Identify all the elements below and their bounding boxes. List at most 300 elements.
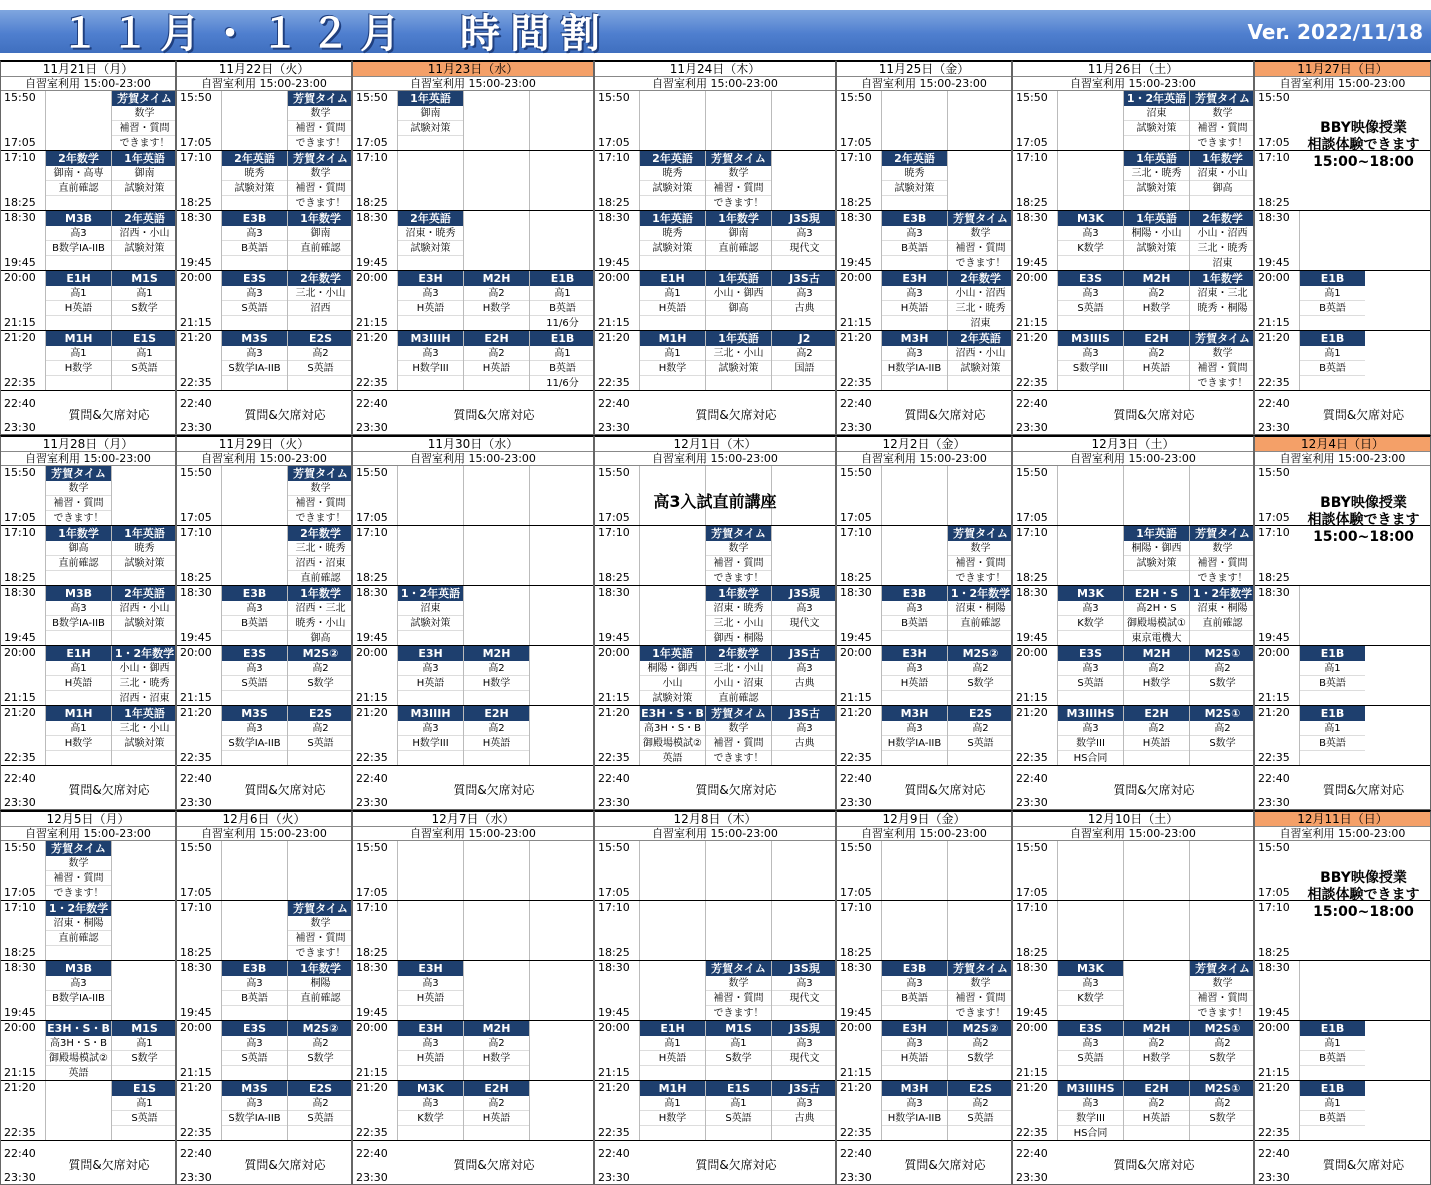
slot-start-time: 17:10: [180, 526, 212, 539]
class-cell[interactable]: [221, 706, 287, 765]
class-cell[interactable]: [287, 211, 352, 270]
slot-end-time: 17:05: [180, 136, 212, 149]
class-detail: B英語: [882, 616, 947, 631]
class-cell[interactable]: [221, 151, 287, 210]
class-cell[interactable]: [1123, 271, 1189, 330]
class-cell[interactable]: [397, 331, 463, 390]
day-date: 11月25日（金）: [837, 62, 1011, 77]
class-cell[interactable]: [947, 1081, 1012, 1140]
time-slot: [1013, 331, 1253, 391]
class-cell[interactable]: [111, 211, 176, 270]
class-cell[interactable]: [1123, 1021, 1189, 1080]
class-cell: [221, 466, 287, 525]
class-cell[interactable]: [881, 586, 947, 645]
class-detail: 高2: [1124, 721, 1189, 736]
class-cell[interactable]: [881, 961, 947, 1020]
slot-end-time: 18:25: [4, 196, 36, 209]
class-cell[interactable]: [463, 331, 529, 390]
class-cell[interactable]: [1299, 1021, 1365, 1080]
class-cell[interactable]: [1189, 586, 1254, 645]
class-cell[interactable]: [221, 211, 287, 270]
slot-end-time: 22:35: [356, 751, 388, 764]
class-cell[interactable]: [881, 1081, 947, 1140]
time-slot: [353, 1021, 593, 1081]
qa-slot: [837, 767, 1011, 810]
class-cell[interactable]: [947, 331, 1012, 390]
class-cell[interactable]: [221, 271, 287, 330]
class-cell[interactable]: [1057, 586, 1123, 645]
slot-start-time: 15:50: [598, 841, 630, 854]
class-cell[interactable]: [1123, 526, 1189, 585]
class-name: 1年数学: [1190, 151, 1254, 166]
qa-label: 質問&欠席対応: [1322, 1158, 1405, 1172]
class-cell[interactable]: [287, 901, 352, 960]
slot-end-time: 21:15: [356, 1066, 388, 1079]
class-cell[interactable]: [771, 706, 836, 765]
class-cell[interactable]: [771, 961, 836, 1020]
class-cell[interactable]: [771, 211, 836, 270]
class-cell[interactable]: [111, 331, 176, 390]
class-cell[interactable]: [1123, 211, 1189, 270]
class-cell[interactable]: [397, 1021, 463, 1080]
class-cell[interactable]: [1123, 1081, 1189, 1140]
time-slot: [177, 586, 351, 646]
slot-end-time: 19:45: [1258, 1006, 1290, 1019]
class-cell[interactable]: [1299, 646, 1365, 705]
notice-line: 相談体験できます: [1307, 887, 1420, 903]
class-detail: 試験対策: [640, 691, 705, 705]
class-cell[interactable]: [947, 961, 1012, 1020]
class-cell[interactable]: [529, 271, 594, 330]
class-detail: B英語: [222, 991, 287, 1006]
class-cell[interactable]: [1057, 706, 1123, 765]
class-detail: S英語: [112, 1111, 176, 1126]
class-cell[interactable]: [705, 706, 771, 765]
qa-start-time: 22:40: [840, 772, 872, 785]
class-detail: S英語: [1058, 1051, 1123, 1066]
class-cell[interactable]: [1299, 331, 1365, 390]
time-slot: [1255, 1081, 1430, 1141]
class-cell[interactable]: [705, 271, 771, 330]
class-cell[interactable]: [947, 271, 1012, 330]
self-study-label: 自習室利用 15:00-23:00: [1, 77, 175, 91]
class-name: M3B: [46, 961, 111, 976]
class-cell: [947, 901, 1012, 960]
slot-start-time: 15:50: [356, 841, 388, 854]
qa-start-time: 22:40: [598, 772, 630, 785]
class-cell[interactable]: [1189, 526, 1254, 585]
class-cell[interactable]: [221, 1021, 287, 1080]
slot-end-time: 17:05: [4, 136, 36, 149]
slot-end-time: 21:15: [180, 691, 212, 704]
class-cell[interactable]: [881, 706, 947, 765]
class-cell[interactable]: [463, 706, 529, 765]
class-cell[interactable]: [947, 706, 1012, 765]
class-cell[interactable]: [1299, 271, 1365, 330]
class-cell[interactable]: [45, 331, 111, 390]
class-cell[interactable]: [397, 1081, 463, 1140]
class-cell[interactable]: [45, 466, 111, 525]
class-detail: 高3: [882, 286, 947, 301]
class-cell[interactable]: [771, 646, 836, 705]
class-cell[interactable]: [1057, 331, 1123, 390]
class-cell[interactable]: [221, 646, 287, 705]
class-detail: S英語: [706, 1111, 771, 1126]
class-cell[interactable]: [881, 211, 947, 270]
class-cell: [397, 841, 463, 900]
class-cell[interactable]: [45, 586, 111, 645]
class-cell[interactable]: [45, 526, 111, 585]
class-cell[interactable]: [1189, 91, 1254, 150]
class-detail: S英語: [288, 361, 352, 376]
class-cell[interactable]: [881, 271, 947, 330]
class-cell[interactable]: [111, 151, 176, 210]
slot-start-time: 15:50: [356, 466, 388, 479]
class-cell[interactable]: [287, 961, 352, 1020]
class-name: E3H: [398, 1021, 463, 1036]
qa-end-time: 23:30: [4, 1171, 36, 1184]
self-study-label: 自習室利用 15:00-23:00: [595, 77, 835, 91]
class-cell[interactable]: [1123, 331, 1189, 390]
class-cell[interactable]: [397, 961, 463, 1020]
class-cell: [881, 901, 947, 960]
class-detail: 高2: [288, 721, 352, 736]
class-detail: 直前確認: [288, 991, 352, 1006]
class-cell[interactable]: [397, 91, 463, 150]
slot-end-time: 17:05: [180, 886, 212, 899]
class-detail: S数学: [288, 676, 352, 691]
slot-end-time: 19:45: [4, 1006, 36, 1019]
class-cell[interactable]: [45, 1021, 111, 1080]
class-cell[interactable]: [221, 961, 287, 1020]
slot-end-time: 18:25: [180, 196, 212, 209]
class-detail: 高1: [1300, 1036, 1365, 1051]
class-cell[interactable]: [287, 331, 352, 390]
time-slot: [1255, 331, 1430, 391]
class-cell[interactable]: [881, 1021, 947, 1080]
page-title: １１月・１２月 時間割: [60, 11, 610, 57]
class-detail: K数学: [398, 1111, 463, 1126]
class-cell[interactable]: [947, 1021, 1012, 1080]
class-cell[interactable]: [881, 331, 947, 390]
class-detail: 沼西・沼東: [112, 691, 176, 705]
class-cell[interactable]: [287, 706, 352, 765]
class-cell[interactable]: [111, 1081, 176, 1140]
class-cell[interactable]: [947, 211, 1012, 270]
class-cell[interactable]: [1189, 706, 1254, 765]
class-detail: 高2: [288, 1096, 352, 1111]
time-slot: [177, 466, 351, 526]
class-cell[interactable]: [111, 271, 176, 330]
class-cell: [771, 526, 836, 585]
class-cell[interactable]: [111, 706, 176, 765]
class-cell[interactable]: [705, 331, 771, 390]
class-cell[interactable]: [705, 1081, 771, 1140]
class-cell[interactable]: [639, 706, 705, 765]
class-cell[interactable]: [1189, 211, 1254, 270]
class-cell[interactable]: [45, 841, 111, 900]
class-detail: 桐陽: [288, 976, 352, 991]
class-cell[interactable]: [947, 526, 1012, 585]
notice-line: 15:00~18:00: [1313, 154, 1414, 170]
class-cell[interactable]: [397, 706, 463, 765]
class-detail: 高2: [464, 721, 529, 736]
class-cell[interactable]: [111, 1021, 176, 1080]
day-column: [1012, 810, 1254, 1185]
class-cell[interactable]: [705, 1021, 771, 1080]
class-detail: H英語: [46, 676, 111, 691]
class-detail: 英語: [46, 1066, 111, 1080]
qa-start-time: 22:40: [180, 772, 212, 785]
class-cell[interactable]: [1189, 1021, 1254, 1080]
class-cell[interactable]: [639, 646, 705, 705]
class-name: E3H・S・B: [47, 1022, 110, 1035]
class-cell[interactable]: [45, 211, 111, 270]
time-slot: [353, 91, 593, 151]
class-cell[interactable]: [1057, 1081, 1123, 1140]
class-cell[interactable]: [639, 1081, 705, 1140]
class-detail: 御殿場模試①: [1124, 616, 1189, 631]
class-cell[interactable]: [771, 1021, 836, 1080]
class-cell: [463, 211, 529, 270]
class-cell[interactable]: [463, 1021, 529, 1080]
class-cell: [463, 466, 529, 525]
class-detail: 高1: [112, 1036, 176, 1051]
class-cell[interactable]: [639, 331, 705, 390]
class-cell: [1123, 901, 1189, 960]
slot-start-time: 17:10: [840, 901, 872, 914]
time-slot: [837, 706, 1011, 766]
slot-start-time: 15:50: [356, 91, 388, 104]
class-name: M2H: [464, 271, 529, 286]
class-cell[interactable]: [45, 646, 111, 705]
class-cell[interactable]: [705, 211, 771, 270]
class-cell[interactable]: [111, 586, 176, 645]
class-detail: S英語: [288, 1111, 352, 1126]
class-cell[interactable]: [287, 466, 352, 525]
class-detail: 沼東・桐陽: [948, 601, 1012, 616]
slot-end-time: 18:25: [1016, 571, 1048, 584]
class-cell[interactable]: [1189, 1081, 1254, 1140]
slot-end-time: 18:25: [598, 946, 630, 959]
class-detail: H英語: [464, 1111, 529, 1126]
class-cell[interactable]: [771, 271, 836, 330]
class-detail: B英語: [530, 361, 594, 376]
class-detail: H英語: [1124, 361, 1189, 376]
class-cell[interactable]: [881, 646, 947, 705]
class-cell[interactable]: [287, 526, 352, 585]
class-cell[interactable]: [45, 961, 111, 1020]
class-cell[interactable]: [1057, 211, 1123, 270]
slot-start-time: 21:20: [598, 331, 630, 344]
class-cell[interactable]: [1123, 586, 1189, 645]
class-detail: 沼西・三北: [288, 601, 352, 616]
class-cell[interactable]: [639, 151, 705, 210]
class-cell[interactable]: [111, 526, 176, 585]
class-detail: S数学: [948, 1051, 1012, 1066]
class-cell[interactable]: [705, 646, 771, 705]
class-cell[interactable]: [397, 211, 463, 270]
slot-end-time: 19:45: [180, 1006, 212, 1019]
class-detail: 高2H・S: [1124, 601, 1189, 616]
class-cell[interactable]: [947, 586, 1012, 645]
day-date: 12月3日（土）: [1013, 437, 1253, 452]
class-cell[interactable]: [1123, 646, 1189, 705]
class-cell[interactable]: [1299, 1081, 1365, 1140]
class-detail: 高3: [772, 226, 836, 241]
class-cell[interactable]: [1189, 271, 1254, 330]
class-cell[interactable]: [1123, 91, 1189, 150]
time-slot: [837, 901, 1011, 961]
title-banner: [0, 0, 1431, 58]
class-detail: 直前確認: [948, 616, 1012, 631]
class-cell[interactable]: [287, 91, 352, 150]
class-cell[interactable]: [45, 271, 111, 330]
class-detail: S英語: [948, 1111, 1012, 1126]
time-slot: [595, 91, 835, 151]
class-cell[interactable]: [1123, 706, 1189, 765]
class-cell[interactable]: [221, 1081, 287, 1140]
class-detail: H数学: [640, 1111, 705, 1126]
qa-start-time: 22:40: [1258, 1147, 1290, 1160]
slot-end-time: 21:15: [1258, 691, 1290, 704]
class-cell[interactable]: [881, 151, 947, 210]
class-cell[interactable]: [463, 271, 529, 330]
slot-end-time: 17:05: [1016, 511, 1048, 524]
class-name: M2H: [464, 1021, 529, 1036]
class-cell[interactable]: [639, 211, 705, 270]
class-cell[interactable]: [287, 586, 352, 645]
time-slot: [353, 901, 593, 961]
class-cell[interactable]: [771, 586, 836, 645]
class-cell[interactable]: [287, 646, 352, 705]
class-name: 2年数学: [288, 526, 352, 541]
day-column: [176, 435, 352, 810]
self-study-label: 自習室利用 15:00-23:00: [353, 452, 593, 466]
class-detail: 沼東・暁秀: [398, 226, 463, 241]
self-study-label: 自習室利用 15:00-23:00: [1255, 452, 1430, 466]
class-cell[interactable]: [771, 331, 836, 390]
class-cell: [529, 526, 594, 585]
class-cell[interactable]: [1057, 646, 1123, 705]
day-date: 12月4日（日）: [1255, 437, 1430, 452]
class-cell[interactable]: [639, 1021, 705, 1080]
slot-start-time: 15:50: [4, 841, 36, 854]
class-detail: S英語: [1058, 301, 1123, 316]
class-detail: H英語: [464, 361, 529, 376]
class-cell[interactable]: [1189, 961, 1254, 1020]
class-cell[interactable]: [111, 91, 176, 150]
class-cell[interactable]: [287, 151, 352, 210]
class-cell[interactable]: [287, 271, 352, 330]
class-cell[interactable]: [463, 646, 529, 705]
class-cell[interactable]: [1189, 331, 1254, 390]
class-cell[interactable]: [705, 526, 771, 585]
slot-start-time: 17:10: [1016, 901, 1048, 914]
class-detail: B英語: [1300, 301, 1365, 316]
class-cell[interactable]: [1189, 646, 1254, 705]
class-detail: 三北・暁秀: [1124, 166, 1189, 181]
class-cell[interactable]: [397, 646, 463, 705]
class-cell[interactable]: [1189, 151, 1254, 210]
slot-end-time: 18:25: [1258, 571, 1290, 584]
qa-start-time: 22:40: [1016, 1147, 1048, 1160]
class-cell: [1057, 901, 1123, 960]
class-name: E1H: [46, 271, 111, 286]
class-detail: 高1: [1300, 346, 1365, 361]
class-name: E3S: [1058, 1021, 1123, 1036]
class-detail: 御西・桐陽: [706, 631, 771, 645]
time-slot: [353, 961, 593, 1021]
class-cell[interactable]: [221, 586, 287, 645]
class-cell[interactable]: [771, 1081, 836, 1140]
class-cell[interactable]: [287, 1021, 352, 1080]
class-cell[interactable]: [221, 331, 287, 390]
class-name: M1S: [112, 271, 176, 286]
class-detail: 数学: [1190, 541, 1254, 556]
slot-start-time: 21:20: [180, 706, 212, 719]
class-cell: [397, 901, 463, 960]
class-cell[interactable]: [1057, 1021, 1123, 1080]
class-cell[interactable]: [397, 271, 463, 330]
qa-slot: [1255, 1142, 1430, 1185]
class-detail: 高3: [46, 976, 111, 991]
qa-slot: [837, 392, 1011, 435]
slot-start-time: 18:30: [598, 211, 630, 224]
class-cell[interactable]: [947, 646, 1012, 705]
class-cell[interactable]: [1057, 961, 1123, 1020]
class-detail: 古典: [772, 736, 836, 751]
class-name: E3S: [1058, 646, 1123, 661]
slot-start-time: 15:50: [1016, 841, 1048, 854]
class-cell[interactable]: [705, 151, 771, 210]
class-detail: S数学III: [1058, 361, 1123, 376]
class-cell[interactable]: [1123, 151, 1189, 210]
class-cell[interactable]: [45, 901, 111, 960]
time-slot: [837, 91, 1011, 151]
class-cell[interactable]: [705, 586, 771, 645]
class-detail: 沼東: [398, 601, 463, 616]
class-cell[interactable]: [111, 646, 176, 705]
class-cell[interactable]: [639, 271, 705, 330]
class-cell[interactable]: [397, 586, 463, 645]
class-cell[interactable]: [287, 1081, 352, 1140]
class-detail: 三北・暁秀: [288, 541, 352, 556]
class-cell[interactable]: [529, 331, 594, 390]
class-detail: 数学: [288, 106, 352, 121]
class-cell[interactable]: [45, 151, 111, 210]
class-name: 1年数学: [288, 586, 352, 601]
class-cell[interactable]: [45, 706, 111, 765]
class-detail: 試験対策: [112, 181, 176, 196]
slot-end-time: 18:25: [180, 946, 212, 959]
slot-start-time: 18:30: [356, 586, 388, 599]
class-cell[interactable]: [1299, 706, 1365, 765]
class-cell: [529, 706, 594, 765]
class-detail: できます！: [706, 1006, 771, 1020]
class-cell[interactable]: [463, 1081, 529, 1140]
class-cell[interactable]: [705, 961, 771, 1020]
slot-start-time: 15:50: [840, 466, 872, 479]
slot-start-time: 15:50: [598, 91, 630, 104]
class-cell: [1057, 841, 1123, 900]
qa-end-time: 23:30: [1258, 421, 1290, 434]
class-detail: 数学: [1190, 346, 1254, 361]
class-cell[interactable]: [1057, 271, 1123, 330]
slot-start-time: 17:10: [598, 151, 630, 164]
class-detail: 沼東: [1190, 256, 1254, 270]
class-name: E3H: [882, 1021, 947, 1036]
